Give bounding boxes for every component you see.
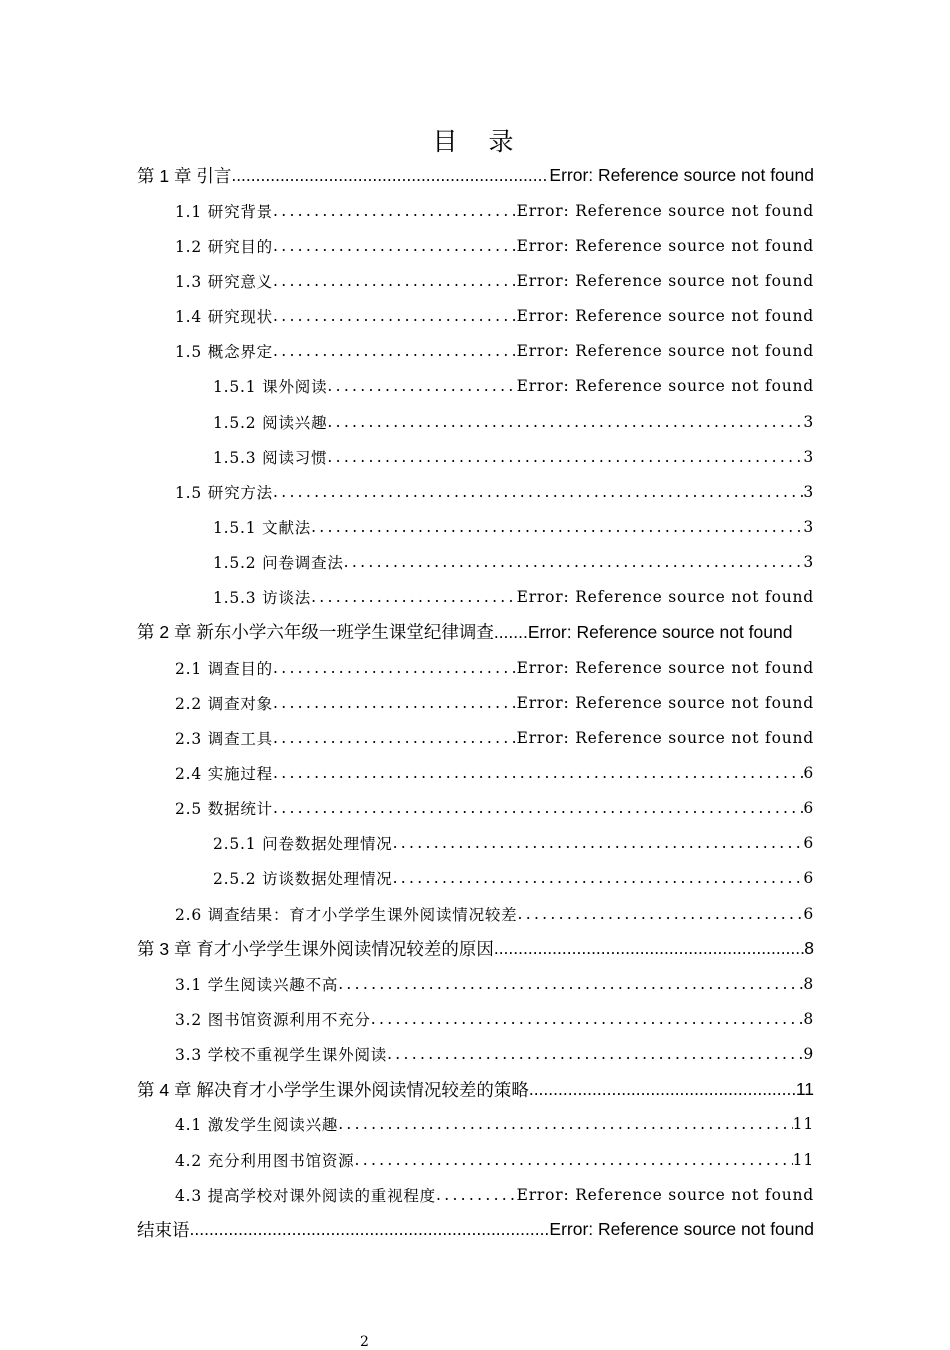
toc-leader-dots <box>393 834 804 852</box>
toc-entry-page: Error: Reference source not found <box>516 201 814 220</box>
toc-entry-page: 3 <box>803 412 814 431</box>
toc-entry-page: 11 <box>792 1150 814 1169</box>
toc-entry-label: 3.1 学生阅读兴趣不高 <box>175 975 339 994</box>
toc-leader-dots <box>190 1219 550 1240</box>
toc-leader-dots <box>517 905 803 923</box>
table-of-contents <box>137 158 814 1247</box>
toc-section-entry[interactable] <box>137 896 814 931</box>
toc-entry-label: 第 3 章 育才小学学生课外阅读情况较差的原因 <box>137 939 494 960</box>
toc-leader-dots <box>354 1151 792 1169</box>
toc-entry-page: 6 <box>803 799 814 818</box>
page-number: 2 <box>360 1334 369 1350</box>
toc-section-entry[interactable] <box>137 509 814 544</box>
toc-leader-dots <box>273 659 517 677</box>
toc-entry-label: 2.4 实施过程 <box>175 764 273 783</box>
toc-leader-dots <box>494 622 528 642</box>
toc-entry-label: 1.5 概念界定 <box>175 343 273 362</box>
toc-leader-dots <box>273 237 517 255</box>
toc-entry-label: 4.2 充分利用图书馆资源 <box>175 1151 355 1170</box>
toc-entry-page: 8 <box>803 974 814 993</box>
toc-section-entry[interactable] <box>137 861 814 896</box>
toc-leader-dots <box>338 975 803 993</box>
toc-entry-page: Error: Reference source not found <box>516 377 814 396</box>
toc-section-entry[interactable] <box>137 650 814 685</box>
toc-entry-page: Error: Reference source not found <box>527 621 793 642</box>
toc-leader-dots <box>344 553 804 571</box>
toc-chapter-entry[interactable] <box>137 931 814 966</box>
toc-leader-dots <box>311 588 517 606</box>
toc-entry-page: 6 <box>803 834 814 853</box>
toc-entry-page: Error: Reference source not found <box>516 1185 814 1204</box>
toc-entry-label: 1.3 研究意义 <box>175 272 273 291</box>
toc-leader-dots <box>311 518 803 536</box>
toc-entry-page: 3 <box>803 553 814 572</box>
toc-section-entry[interactable] <box>137 1001 814 1036</box>
toc-section-entry[interactable] <box>137 1142 814 1177</box>
toc-entry-page: Error: Reference source not found <box>516 271 814 290</box>
toc-entry-label: 4.1 激发学生阅读兴趣 <box>175 1116 339 1135</box>
toc-entry-label: 1.5.2 问卷调查法 <box>213 554 344 573</box>
toc-entry-page: Error: Reference source not found <box>516 588 814 607</box>
toc-chapter-entry[interactable] <box>137 1212 814 1247</box>
toc-section-entry[interactable] <box>137 685 814 720</box>
toc-entry-page: 8 <box>804 938 814 959</box>
toc-entry-page: 3 <box>803 447 814 466</box>
toc-entry-page: 6 <box>803 869 814 888</box>
toc-entry-label: 2.5.1 问卷数据处理情况 <box>213 835 393 854</box>
toc-entry-label: 1.5.3 阅读习惯 <box>213 448 328 467</box>
toc-section-entry[interactable] <box>137 193 814 228</box>
toc-entry-page: 3 <box>803 482 814 501</box>
toc-entry-page: Error: Reference source not found <box>516 342 814 361</box>
toc-leader-dots <box>338 1115 792 1133</box>
toc-entry-label: 3.3 学校不重视学生课外阅读 <box>175 1046 388 1065</box>
toc-entry-label: 1.5.1 课外阅读 <box>213 378 328 397</box>
toc-leader-dots <box>327 413 803 431</box>
toc-title: 目 录 <box>432 128 526 156</box>
toc-section-entry[interactable] <box>137 228 814 263</box>
toc-section-entry[interactable] <box>137 755 814 790</box>
toc-leader-dots <box>494 938 804 959</box>
toc-entry-label: 1.5.3 访谈法 <box>213 589 312 608</box>
toc-leader-dots <box>273 729 517 747</box>
toc-leader-dots <box>273 483 803 501</box>
toc-entry-label: 1.5.2 阅读兴趣 <box>213 413 328 432</box>
toc-entry-page: 11 <box>795 1078 814 1099</box>
toc-entry-label: 1.2 研究目的 <box>175 237 273 256</box>
toc-leader-dots <box>327 448 803 466</box>
toc-entry-page: Error: Reference source not found <box>516 728 814 747</box>
toc-entry-label: 1.1 研究背景 <box>175 202 273 221</box>
toc-section-entry[interactable] <box>137 791 814 826</box>
toc-leader-dots <box>231 165 549 186</box>
toc-entry-label: 2.5.2 访谈数据处理情况 <box>213 870 393 889</box>
toc-entry-page: 11 <box>792 1115 814 1134</box>
toc-section-entry[interactable] <box>137 545 814 580</box>
toc-section-entry[interactable] <box>137 439 814 474</box>
toc-entry-page: 9 <box>803 1045 814 1064</box>
toc-entry-label: 1.5.1 文献法 <box>213 518 312 537</box>
toc-section-entry[interactable] <box>137 720 814 755</box>
toc-section-entry[interactable] <box>137 474 814 509</box>
toc-section-entry[interactable] <box>137 580 814 615</box>
toc-leader-dots <box>436 1186 517 1204</box>
toc-section-entry[interactable] <box>137 1037 814 1072</box>
toc-chapter-entry[interactable] <box>137 615 814 650</box>
toc-entry-page: 8 <box>803 1009 814 1028</box>
toc-leader-dots <box>273 799 803 817</box>
toc-section-entry[interactable] <box>137 369 814 404</box>
toc-entry-page: Error: Reference source not found <box>549 165 814 186</box>
toc-entry-label: 第 2 章 新东小学六年级一班学生课堂纪律调查 <box>137 621 494 642</box>
toc-entry-label: 1.4 研究现状 <box>175 308 273 327</box>
toc-entry-label: 2.1 调查目的 <box>175 659 273 678</box>
toc-leader-dots <box>371 1010 804 1028</box>
toc-leader-dots <box>273 342 517 360</box>
toc-section-entry[interactable] <box>137 263 814 298</box>
toc-entry-page: Error: Reference source not found <box>516 307 814 326</box>
toc-entry-label: 2.5 数据统计 <box>175 800 273 819</box>
toc-entry-page: Error: Reference source not found <box>516 236 814 255</box>
toc-entry-page: 6 <box>803 763 814 782</box>
toc-entry-page: Error: Reference source not found <box>549 1219 814 1240</box>
toc-section-entry[interactable] <box>137 1107 814 1142</box>
toc-leader-dots <box>327 377 516 395</box>
toc-entry-label: 1.5 研究方法 <box>175 483 273 502</box>
toc-leader-dots <box>273 307 517 325</box>
toc-entry-page: Error: Reference source not found <box>516 658 814 677</box>
toc-leader-dots <box>273 202 517 220</box>
toc-entry-label: 结束语 <box>137 1220 190 1241</box>
toc-entry-page: 6 <box>803 904 814 923</box>
toc-leader-dots <box>387 1045 803 1063</box>
toc-section-entry[interactable] <box>137 404 814 439</box>
toc-section-entry[interactable] <box>137 334 814 369</box>
toc-entry-label: 2.2 调查对象 <box>175 694 273 713</box>
toc-entry-label: 第 1 章 引言 <box>137 166 232 187</box>
toc-section-entry[interactable] <box>137 826 814 861</box>
toc-leader-dots <box>273 764 803 782</box>
toc-chapter-entry[interactable] <box>137 1072 814 1107</box>
toc-leader-dots <box>529 1079 796 1100</box>
toc-leader-dots <box>273 694 517 712</box>
toc-section-entry[interactable] <box>137 966 814 1001</box>
toc-entry-label: 2.3 调查工具 <box>175 729 273 748</box>
toc-leader-dots <box>393 869 804 887</box>
toc-entry-page: Error: Reference source not found <box>516 693 814 712</box>
toc-entry-label: 3.2 图书馆资源利用不充分 <box>175 1010 371 1029</box>
toc-chapter-entry[interactable] <box>137 158 814 193</box>
toc-entry-label: 第 4 章 解决育才小学学生课外阅读情况较差的策略 <box>137 1079 529 1100</box>
toc-section-entry[interactable] <box>137 1177 814 1212</box>
toc-entry-label: 2.6 调查结果：育才小学学生课外阅读情况较差 <box>175 905 518 924</box>
toc-entry-page: 3 <box>803 517 814 536</box>
toc-section-entry[interactable] <box>137 299 814 334</box>
toc-entry-label: 4.3 提高学校对课外阅读的重视程度 <box>175 1186 436 1205</box>
toc-leader-dots <box>273 272 517 290</box>
